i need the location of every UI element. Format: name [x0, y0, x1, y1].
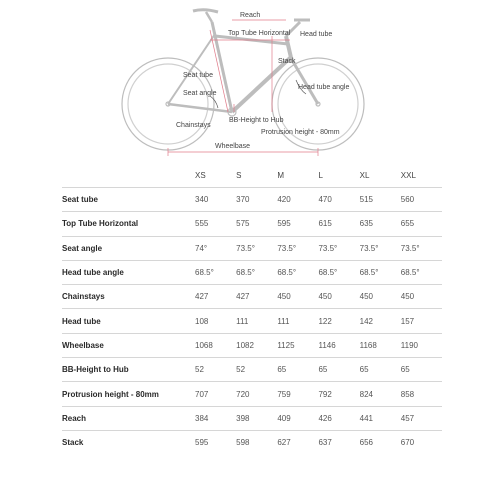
size-header-row — [62, 164, 442, 188]
size-header-m: M — [277, 171, 284, 180]
table-cell: 1125 — [277, 333, 318, 357]
table-row — [62, 406, 442, 430]
table-cell: 52 — [195, 358, 236, 382]
geometry-table — [62, 164, 442, 454]
table-cell: 68.5° — [195, 260, 236, 284]
table-cell: 1168 — [360, 333, 401, 357]
table-cell: 1146 — [318, 333, 359, 357]
reach-label: Reach — [240, 12, 261, 19]
table-cell: 340 — [195, 188, 236, 212]
geometry-table-body — [62, 188, 442, 455]
table-cell: 427 — [236, 285, 277, 309]
seat-tube-dim — [210, 30, 228, 112]
table-cell: 74° — [195, 236, 236, 260]
table-cell: 450 — [318, 285, 359, 309]
row-label: Reach — [62, 406, 195, 430]
table-cell: 560 — [401, 188, 442, 212]
row-label: Wheelbase — [62, 333, 195, 357]
seat-tube-label: Seat tube — [183, 72, 213, 79]
table-cell: 450 — [401, 285, 442, 309]
table-cell: 595 — [195, 430, 236, 454]
table-cell: 68.5° — [360, 260, 401, 284]
saddle — [193, 10, 218, 12]
seatpost — [206, 12, 212, 22]
down-tube-frame — [232, 58, 290, 112]
size-header-xxl: XXL — [400, 171, 416, 180]
table-cell: 68.5° — [401, 260, 442, 284]
table-cell: 398 — [236, 406, 277, 430]
chainstay-tube — [168, 104, 232, 112]
table-cell: 555 — [195, 212, 236, 236]
row-label: Top Tube Horizontal — [62, 212, 195, 236]
table-cell: 470 — [318, 188, 359, 212]
row-label: Seat angle — [62, 236, 195, 260]
table-cell: 515 — [360, 188, 401, 212]
top-tube-label: Top Tube Horizontal — [228, 30, 291, 37]
table-cell: 68.5° — [277, 260, 318, 284]
head-tube-angle-label: Head tube angle — [298, 84, 350, 91]
stack-label: Stack — [278, 58, 296, 65]
table-cell: 627 — [277, 430, 318, 454]
row-label: Head tube angle — [62, 260, 195, 284]
table-cell: 65 — [401, 358, 442, 382]
table-row — [62, 212, 442, 236]
row-label: BB-Height to Hub — [62, 358, 195, 382]
table-cell: 441 — [360, 406, 401, 430]
table-row — [62, 382, 442, 406]
seat-angle-label: Seat angle — [183, 90, 217, 97]
table-cell: 1068 — [195, 333, 236, 357]
chainstays-label: Chainstays — [176, 122, 211, 129]
table-cell: 111 — [277, 309, 318, 333]
table-cell: 450 — [360, 285, 401, 309]
size-header-s: S — [236, 171, 242, 180]
table-cell: 635 — [360, 212, 401, 236]
row-label: Stack — [62, 430, 195, 454]
table-cell: 427 — [195, 285, 236, 309]
row-label: Seat tube — [62, 188, 195, 212]
table-cell: 73.5° — [318, 236, 359, 260]
table-row — [62, 309, 442, 333]
table-cell: 73.5° — [277, 236, 318, 260]
table-cell: 575 — [236, 212, 277, 236]
table-cell: 73.5° — [360, 236, 401, 260]
table-cell: 122 — [318, 309, 359, 333]
table-cell: 384 — [195, 406, 236, 430]
table-cell: 1190 — [401, 333, 442, 357]
table-cell: 1082 — [236, 333, 277, 357]
table-cell: 52 — [236, 358, 277, 382]
table-cell: 792 — [318, 382, 359, 406]
row-label: Head tube — [62, 309, 195, 333]
table-cell: 68.5° — [236, 260, 277, 284]
table-cell: 637 — [318, 430, 359, 454]
table-cell: 450 — [277, 285, 318, 309]
table-cell: 426 — [318, 406, 359, 430]
table-cell: 457 — [401, 406, 442, 430]
table-cell: 615 — [318, 212, 359, 236]
head-tube-label: Head tube — [300, 31, 333, 38]
size-header-l: L — [318, 171, 323, 180]
table-cell: 65 — [277, 358, 318, 382]
table-cell: 108 — [195, 309, 236, 333]
table-cell: 420 — [277, 188, 318, 212]
table-row — [62, 333, 442, 357]
size-header-xl: XL — [359, 171, 370, 180]
table-cell: 720 — [236, 382, 277, 406]
table-cell: 759 — [277, 382, 318, 406]
table-cell: 65 — [360, 358, 401, 382]
protrusion-label: Protrusion height - 80mm — [261, 129, 340, 136]
table-cell: 73.5° — [236, 236, 277, 260]
table-row — [62, 285, 442, 309]
size-header-xs: XS — [195, 171, 206, 180]
table-cell: 707 — [195, 382, 236, 406]
table-cell: 595 — [277, 212, 318, 236]
table-cell: 858 — [401, 382, 442, 406]
table-cell: 670 — [401, 430, 442, 454]
table-cell: 598 — [236, 430, 277, 454]
table-cell: 656 — [360, 430, 401, 454]
table-cell: 655 — [401, 212, 442, 236]
wheelbase-label: Wheelbase — [215, 143, 251, 150]
table-cell: 142 — [360, 309, 401, 333]
table-row — [62, 430, 442, 454]
table-row — [62, 260, 442, 284]
table-cell: 65 — [318, 358, 359, 382]
table-row — [62, 188, 442, 212]
table-cell: 157 — [401, 309, 442, 333]
header-blank-cell — [62, 164, 195, 188]
table-row — [62, 358, 442, 382]
row-label: Protrusion height - 80mm — [62, 382, 195, 406]
bb-height-label: BB-Height to Hub — [229, 117, 284, 124]
table-cell: 111 — [236, 309, 277, 333]
table-cell: 370 — [236, 188, 277, 212]
row-label: Chainstays — [62, 285, 195, 309]
table-row — [62, 236, 442, 260]
table-cell: 409 — [277, 406, 318, 430]
bike-geometry-diagram — [0, 0, 500, 160]
table-cell: 824 — [360, 382, 401, 406]
table-cell: 73.5° — [401, 236, 442, 260]
table-cell: 68.5° — [318, 260, 359, 284]
